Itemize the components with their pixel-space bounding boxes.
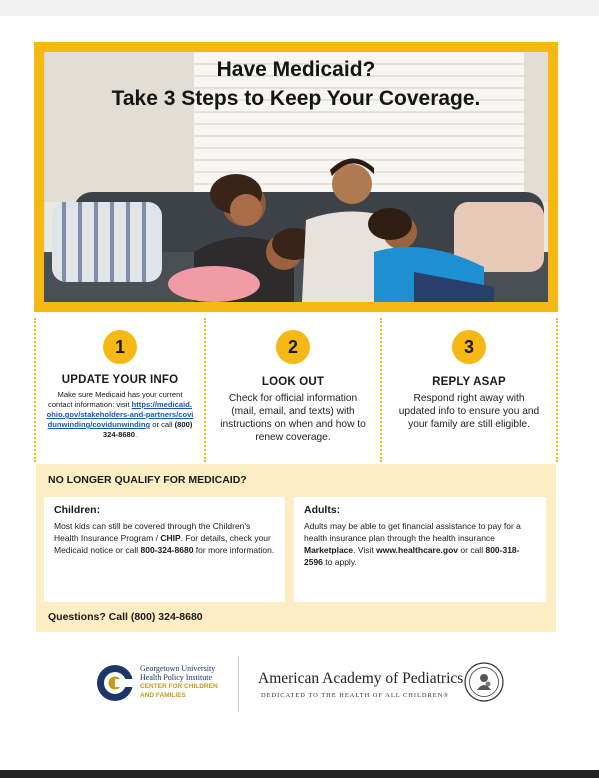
adults-phone: 800-318-2596	[304, 545, 520, 567]
step-phone: (800) 324-8680	[102, 420, 193, 439]
hero-banner	[34, 42, 558, 312]
step-number-badge: 1	[103, 330, 137, 364]
georgetown-logo-icon	[96, 664, 134, 702]
aap-seal-icon	[464, 662, 504, 702]
gu-line1: Georgetown University	[140, 664, 216, 673]
aap-tagline: DEDICATED TO THE HEALTH OF ALL CHILDREN®	[261, 692, 450, 699]
step-body-mid: or call	[152, 420, 173, 429]
adults-text1: Adults may be able to get financial assistance to pay for a health insurance plan through the health insurance	[304, 521, 521, 543]
step-look-out	[206, 318, 382, 462]
healthcare-gov-link[interactable]: www.healthcare.gov	[376, 545, 459, 555]
step-body: Check for official information (mail, email, and texts) with instructions on when and how to renew coverage.	[220, 393, 366, 443]
gu-line2: Health Policy Institute	[140, 673, 212, 682]
step-update-info	[34, 318, 206, 462]
marketplace-label: Marketplace	[304, 545, 354, 555]
footer-logos	[0, 640, 599, 740]
children-phone: 800-324-8680	[140, 545, 194, 555]
step-body-end: .	[134, 430, 138, 439]
children-body	[54, 520, 275, 556]
step-heading: REPLY ASAP	[432, 376, 506, 388]
children-text3: for more information.	[195, 545, 275, 555]
step-body	[46, 390, 194, 440]
hero-title-line2: Take 3 Steps to Keep Your Coverage.	[111, 87, 481, 110]
hero-title	[34, 56, 558, 114]
children-title: Children:	[54, 504, 101, 516]
no-longer-qualify-section	[36, 464, 556, 632]
step-heading: LOOK OUT	[261, 376, 325, 388]
bottom-dark-band	[0, 770, 599, 778]
adults-text4: to apply.	[325, 557, 357, 567]
children-card	[44, 497, 285, 602]
gu-sub1: CENTER FOR CHILDREN	[140, 683, 218, 690]
adults-text3: or call	[460, 545, 484, 555]
steps-row	[34, 318, 558, 462]
step-number-badge: 3	[452, 330, 486, 364]
georgetown-text	[140, 664, 218, 699]
adults-card	[294, 497, 546, 602]
questions-call: Questions? Call (800) 324-8680	[48, 611, 203, 623]
qualify-heading: NO LONGER QUALIFY FOR MEDICAID?	[48, 474, 247, 486]
step-reply-asap	[382, 318, 558, 462]
adults-text2: . Visit	[353, 545, 374, 555]
top-gray-band	[0, 0, 599, 16]
logo-divider	[238, 656, 239, 712]
adults-title: Adults:	[304, 504, 341, 516]
children-text2: . For details, check your Medicaid notice or call	[54, 533, 271, 555]
hero-title-line1: Have Medicaid?	[216, 58, 376, 81]
adults-body	[304, 520, 536, 568]
gu-sub2: AND FAMILIES	[140, 691, 186, 699]
medicaid-ohio-link[interactable]: https://medicaid.ohio.gov/stakeholders-and-partners/covidunwinding/covidunwinding	[46, 400, 194, 429]
step-body-intro: Make sure Medicaid has your current contact information: visit	[48, 390, 183, 409]
step-number-badge: 2	[276, 330, 310, 364]
children-text1: Most kids can still be covered through the Children's Health Insurance Program /	[54, 521, 251, 543]
step-body: Respond right away with updated info to ensure you and your family are still eligible.	[398, 393, 540, 430]
step-heading: UPDATE YOUR INFO	[61, 374, 179, 386]
aap-name: American Academy of Pediatrics	[258, 670, 464, 687]
chip-label: CHIP	[160, 533, 181, 543]
